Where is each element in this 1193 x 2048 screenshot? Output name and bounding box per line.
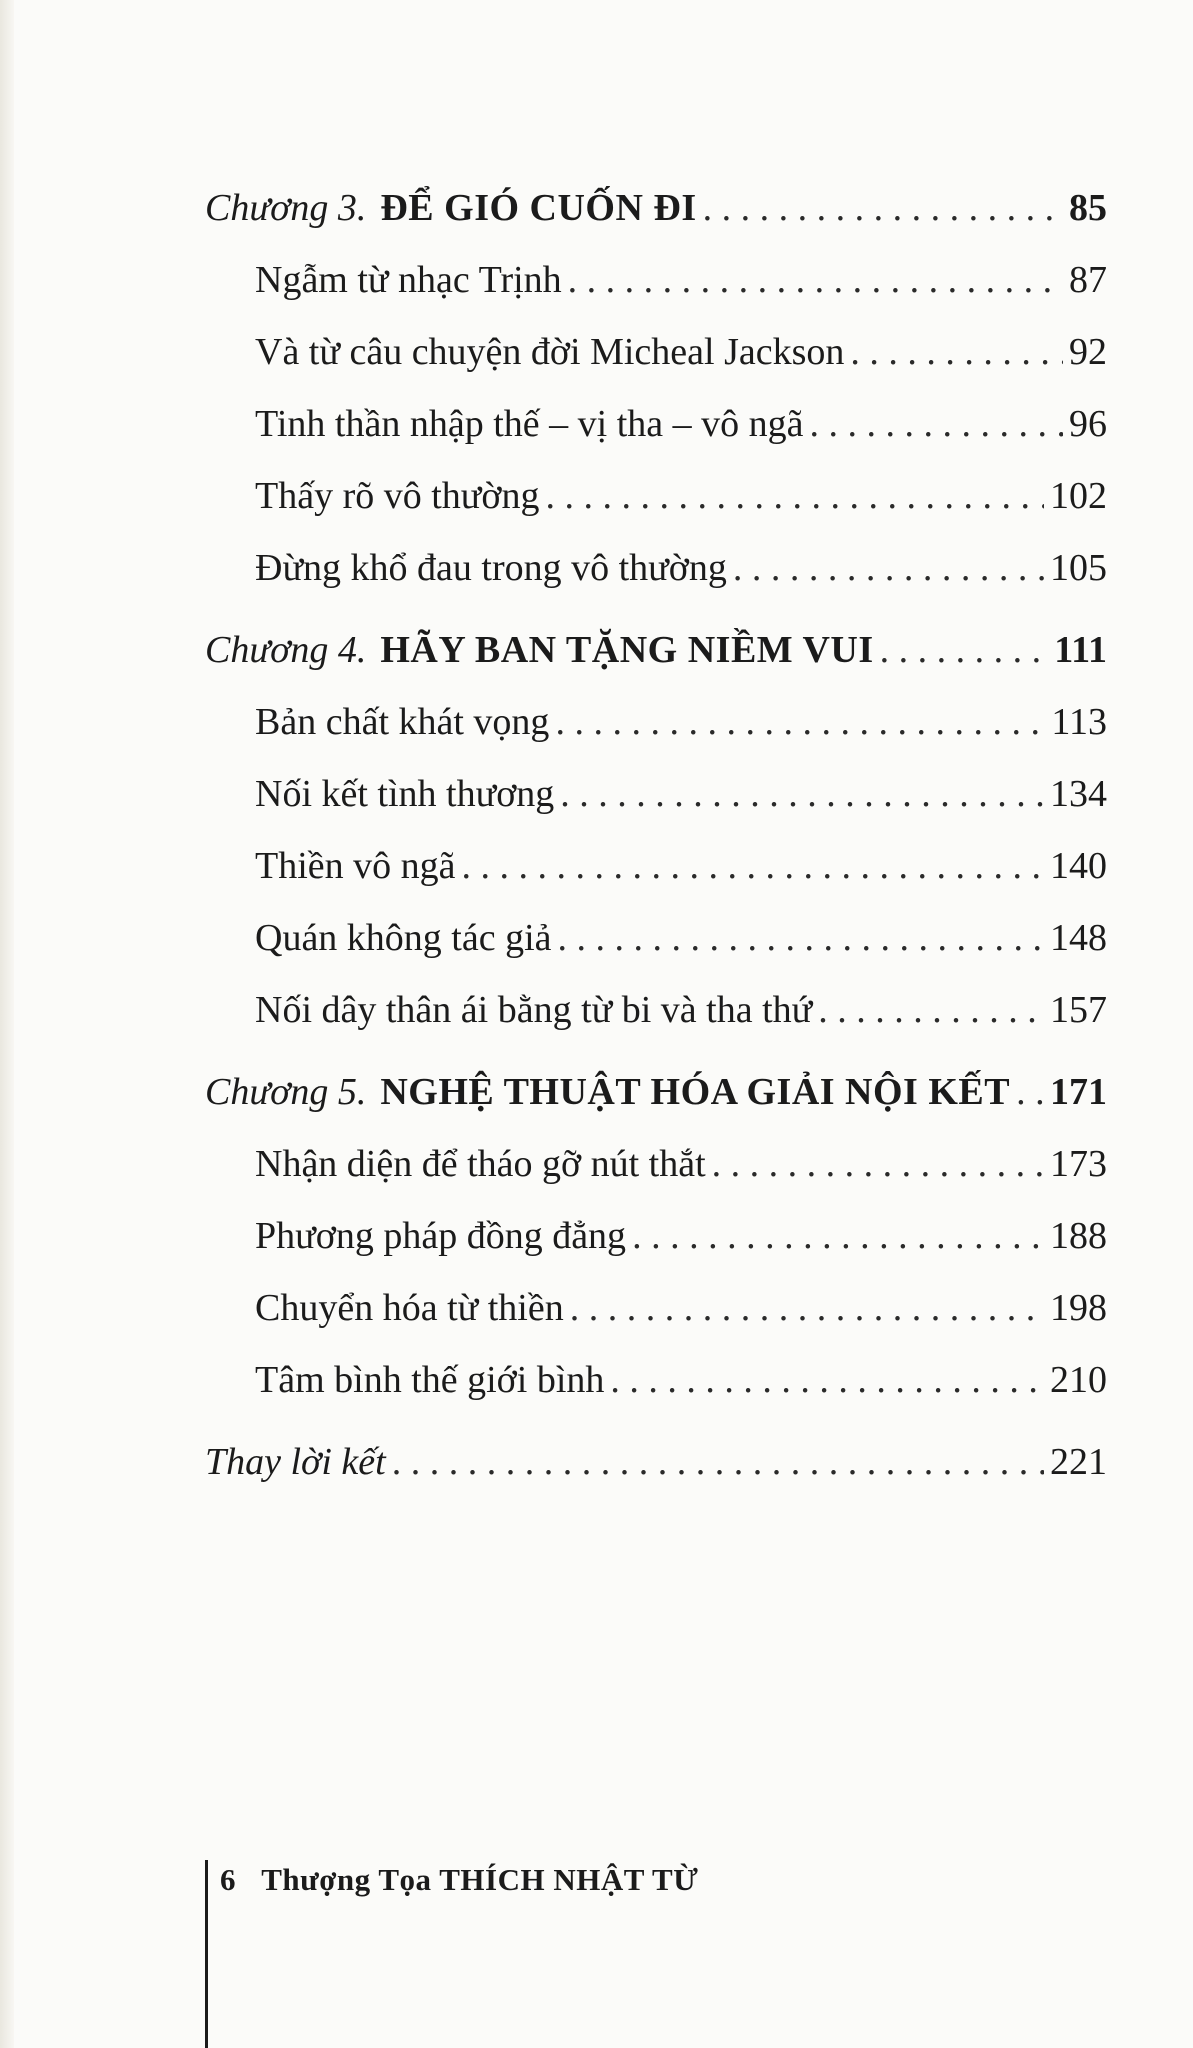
entry-title: Ngẫm từ nhạc Trịnh bbox=[255, 259, 562, 301]
entry-title: Nối kết tình thương bbox=[255, 773, 555, 815]
dot-leader bbox=[703, 172, 1063, 244]
chapter-page-number: 171 bbox=[1050, 1071, 1107, 1113]
toc-entry bbox=[205, 1200, 1107, 1272]
dot-leader bbox=[462, 830, 1044, 902]
entry-title: Phương pháp đồng đẳng bbox=[255, 1215, 627, 1257]
dot-leader bbox=[545, 460, 1044, 532]
dot-leader bbox=[610, 1344, 1044, 1416]
entry-page-number: 198 bbox=[1050, 1287, 1107, 1329]
toc-entry bbox=[205, 830, 1107, 902]
entry-page-number: 92 bbox=[1069, 331, 1107, 373]
chapter-label: Chương 3. bbox=[205, 187, 367, 229]
entry-page-number: 188 bbox=[1050, 1215, 1107, 1257]
entry-page-number: 140 bbox=[1050, 845, 1107, 887]
entry-page-number: 134 bbox=[1050, 773, 1107, 815]
toc-entry bbox=[205, 1344, 1107, 1416]
toc-entry bbox=[205, 974, 1107, 1046]
entry-title: Nhận diện để tháo gỡ nút thắt bbox=[255, 1143, 706, 1185]
entry-title: Tinh thần nhập thế – vị tha – vô ngã bbox=[255, 403, 804, 445]
entry-page-number: 102 bbox=[1050, 475, 1107, 517]
toc-entry bbox=[205, 1128, 1107, 1200]
entry-page-number: 210 bbox=[1050, 1359, 1107, 1401]
chapter-title: HÃY BAN TẶNG NIỀM VUI bbox=[380, 629, 874, 671]
entry-page-number: 87 bbox=[1069, 259, 1107, 301]
toc-entry bbox=[205, 388, 1107, 460]
toc-entry bbox=[205, 902, 1107, 974]
entry-title: Chuyển hóa từ thiền bbox=[255, 1287, 564, 1329]
entry-title: Thiền vô ngã bbox=[255, 845, 456, 887]
dot-leader bbox=[880, 614, 1049, 686]
entry-page-number: 105 bbox=[1050, 547, 1107, 589]
entry-title: Thấy rõ vô thường bbox=[255, 475, 540, 517]
entry-page-number: 157 bbox=[1050, 989, 1107, 1031]
footer-author: Thượng Tọa THÍCH NHẬT TỪ bbox=[261, 1862, 699, 1897]
entry-title: Đừng khổ đau trong vô thường bbox=[255, 547, 727, 589]
chapter-label: Chương 5. bbox=[205, 1071, 367, 1113]
entry-title: Nối dây thân ái bằng từ bi và tha thứ bbox=[255, 989, 813, 1031]
entry-page-number: 96 bbox=[1069, 403, 1107, 445]
dot-leader bbox=[1016, 1056, 1044, 1128]
toc-entry bbox=[205, 316, 1107, 388]
ending-title: Thay lời kết bbox=[205, 1441, 386, 1483]
dot-leader bbox=[632, 1200, 1044, 1272]
dot-leader bbox=[818, 974, 1044, 1046]
toc-chapter-4 bbox=[205, 614, 1107, 686]
dot-leader bbox=[555, 686, 1045, 758]
entry-title: Bản chất khát vọng bbox=[255, 701, 550, 743]
page-footer bbox=[205, 1860, 698, 2048]
toc-entry bbox=[205, 244, 1107, 316]
toc-chapter-3 bbox=[205, 172, 1107, 244]
toc-chapter-5 bbox=[205, 1056, 1107, 1128]
dot-leader bbox=[810, 388, 1064, 460]
chapter-title: ĐỂ GIÓ CUỐN ĐI bbox=[380, 187, 697, 229]
entry-title: Tâm bình thế giới bình bbox=[255, 1359, 605, 1401]
footer-page-number: 6 bbox=[220, 1862, 236, 1897]
ending-page-number: 221 bbox=[1050, 1441, 1107, 1483]
dot-leader bbox=[558, 902, 1044, 974]
toc-entry bbox=[205, 460, 1107, 532]
entry-title: Và từ câu chuyện đời Micheal Jackson bbox=[255, 331, 845, 373]
chapter-page-number: 85 bbox=[1069, 187, 1107, 229]
table-of-contents bbox=[205, 172, 1107, 1498]
toc-entry bbox=[205, 758, 1107, 830]
entry-page-number: 148 bbox=[1050, 917, 1107, 959]
chapter-title: NGHỆ THUẬT HÓA GIẢI NỘI KẾT bbox=[380, 1071, 1011, 1113]
dot-leader bbox=[712, 1128, 1044, 1200]
toc-entry bbox=[205, 532, 1107, 604]
toc-entry bbox=[205, 1272, 1107, 1344]
toc-entry bbox=[205, 686, 1107, 758]
dot-leader bbox=[850, 316, 1063, 388]
entry-title: Quán không tác giả bbox=[255, 917, 552, 959]
entry-page-number: 173 bbox=[1050, 1143, 1107, 1185]
entry-page-number: 113 bbox=[1051, 701, 1107, 743]
toc-ending bbox=[205, 1426, 1107, 1498]
dot-leader bbox=[733, 532, 1044, 604]
dot-leader bbox=[392, 1426, 1044, 1498]
chapter-page-number: 111 bbox=[1054, 629, 1107, 671]
page-edge bbox=[0, 0, 14, 2048]
dot-leader bbox=[568, 244, 1063, 316]
dot-leader bbox=[560, 758, 1044, 830]
dot-leader bbox=[570, 1272, 1044, 1344]
chapter-label: Chương 4. bbox=[205, 629, 367, 671]
